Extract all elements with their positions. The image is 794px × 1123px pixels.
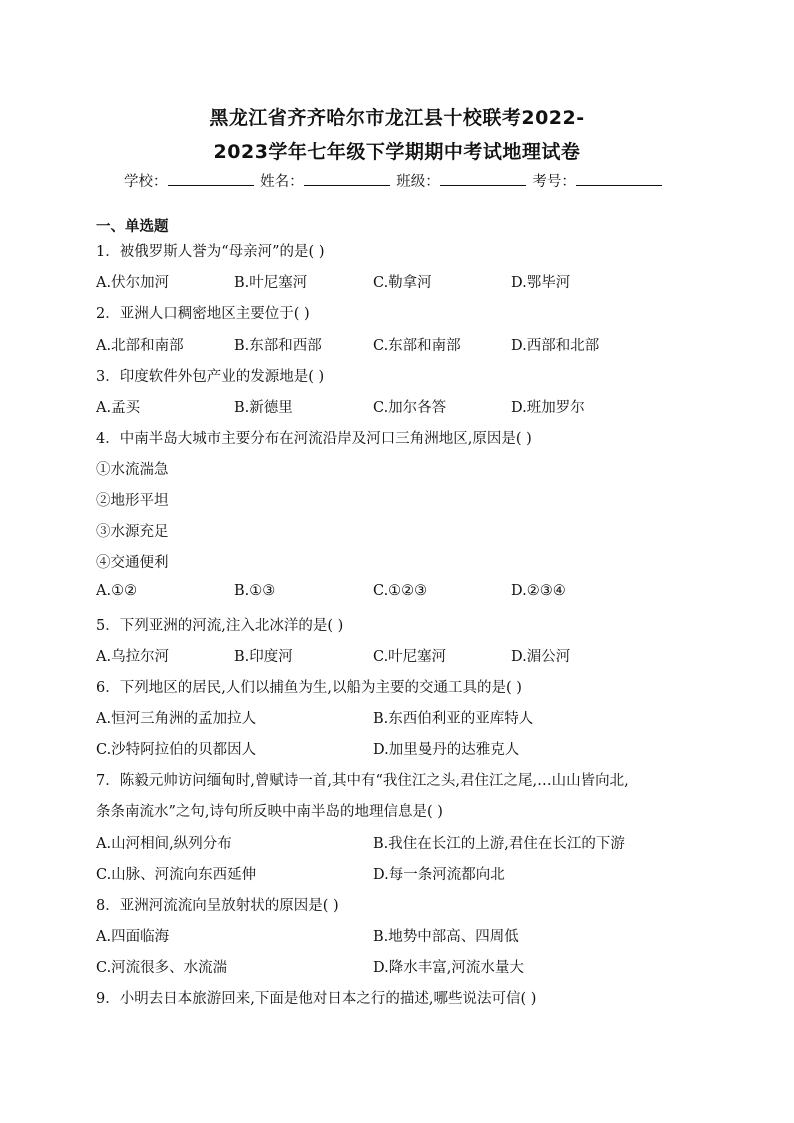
exam-title-line-2: 2023学年七年级下学期期中考试地理试卷: [213, 141, 581, 163]
question-1-option-b: B.叶尼塞河: [234, 275, 308, 291]
student-info-row: [124, 170, 664, 191]
question-2-option-d: D.西部和北部: [511, 338, 600, 354]
exam-number-label: 考号：: [532, 174, 576, 190]
question-8-option-b: B.地势中部高、四周低: [373, 929, 519, 945]
question-5-option-d: D.湄公河: [511, 649, 571, 665]
school-blank: [168, 171, 254, 186]
question-7-option-d: D.每一条河流都向北: [373, 867, 505, 883]
question-7-stem: 7．陈毅元帅访问缅甸时,曾赋诗一首,其中有“我住江之头,君住江之尾,…山山皆向北,: [96, 773, 629, 789]
question-4-item-1: ①水流湍急: [96, 462, 169, 478]
question-5-stem: 5．下列亚洲的河流,注入北冰洋的是( ): [96, 618, 344, 634]
question-5-option-b: B.印度河: [234, 649, 293, 665]
question-4-item-4: ④交通便利: [96, 555, 169, 571]
question-6-option-a: A.恒河三角洲的孟加拉人: [96, 711, 257, 727]
question-4-stem: 4．中南半岛大城市主要分布在河流沿岸及河口三角洲地区,原因是( ): [96, 431, 532, 447]
class-blank: [440, 171, 526, 186]
question-8-option-c: C.河流很多、水流湍: [96, 960, 228, 976]
question-8-option-a: A.四面临海: [96, 929, 170, 945]
question-6-option-b: B.东西伯利亚的亚库特人: [373, 711, 534, 727]
question-4-item-2: ②地形平坦: [96, 493, 169, 509]
question-8-option-d: D.降水丰富,河流水量大: [373, 960, 524, 976]
question-7-option-c: C.山脉、河流向东西延伸: [96, 867, 257, 883]
class-label: 班级：: [396, 174, 440, 190]
question-1-stem: 1．被俄罗斯人誉为“母亲河”的是( ): [96, 244, 325, 260]
question-6-stem: 6．下列地区的居民,人们以捕鱼为生,以船为主要的交通工具的是( ): [96, 680, 522, 696]
question-6-option-d: D.加里曼丹的达雅克人: [373, 742, 520, 758]
question-4-option-c: C.①②③: [373, 583, 428, 599]
question-4-option-d: D.②③④: [511, 583, 566, 599]
question-9-stem: 9．小明去日本旅游回来,下面是他对日本之行的描述,哪些说法可信( ): [96, 991, 537, 1007]
question-3-option-d: D.班加罗尔: [511, 400, 585, 416]
question-2-option-a: A.北部和南部: [96, 338, 184, 354]
question-2-stem: 2．亚洲人口稠密地区主要位于( ): [96, 306, 310, 322]
section-heading: 一、单选题: [96, 219, 169, 235]
exam-number-blank: [576, 171, 662, 186]
question-1-option-c: C.勒拿河: [373, 275, 432, 291]
question-1-option-d: D.鄂毕河: [511, 275, 571, 291]
exam-title-line-1: 黑龙江省齐齐哈尔市龙江县十校联考2022-: [209, 107, 585, 129]
question-5-option-a: A.乌拉尔河: [96, 649, 170, 665]
question-4-option-a: A.①②: [96, 583, 138, 599]
school-label: 学校：: [124, 174, 168, 190]
question-8-stem: 8．亚洲河流流向呈放射状的原因是( ): [96, 898, 339, 914]
question-3-option-c: C.加尔各答: [373, 400, 447, 416]
name-label: 姓名：: [260, 174, 304, 190]
question-7-option-b: B.我住在长江的上游,君住在长江的下游: [373, 836, 625, 852]
question-6-option-c: C.沙特阿拉伯的贝都因人: [96, 742, 257, 758]
question-4-option-b: B.①③: [234, 583, 276, 599]
question-3-stem: 3．印度软件外包产业的发源地是( ): [96, 369, 325, 385]
question-3-option-b: B.新德里: [234, 400, 293, 416]
question-1-option-a: A.伏尔加河: [96, 275, 170, 291]
question-2-option-b: B.东部和西部: [234, 338, 322, 354]
question-2-option-c: C.东部和南部: [373, 338, 461, 354]
question-7-stem-continued: 条条南流水”之句,诗句所反映中南半岛的地理信息是( ): [96, 804, 443, 820]
question-5-option-c: C.叶尼塞河: [373, 649, 447, 665]
name-blank: [304, 171, 390, 186]
question-7-option-a: A.山河相间,纵列分布: [96, 836, 232, 852]
question-4-item-3: ③水源充足: [96, 524, 169, 540]
question-3-option-a: A.孟买: [96, 400, 141, 416]
